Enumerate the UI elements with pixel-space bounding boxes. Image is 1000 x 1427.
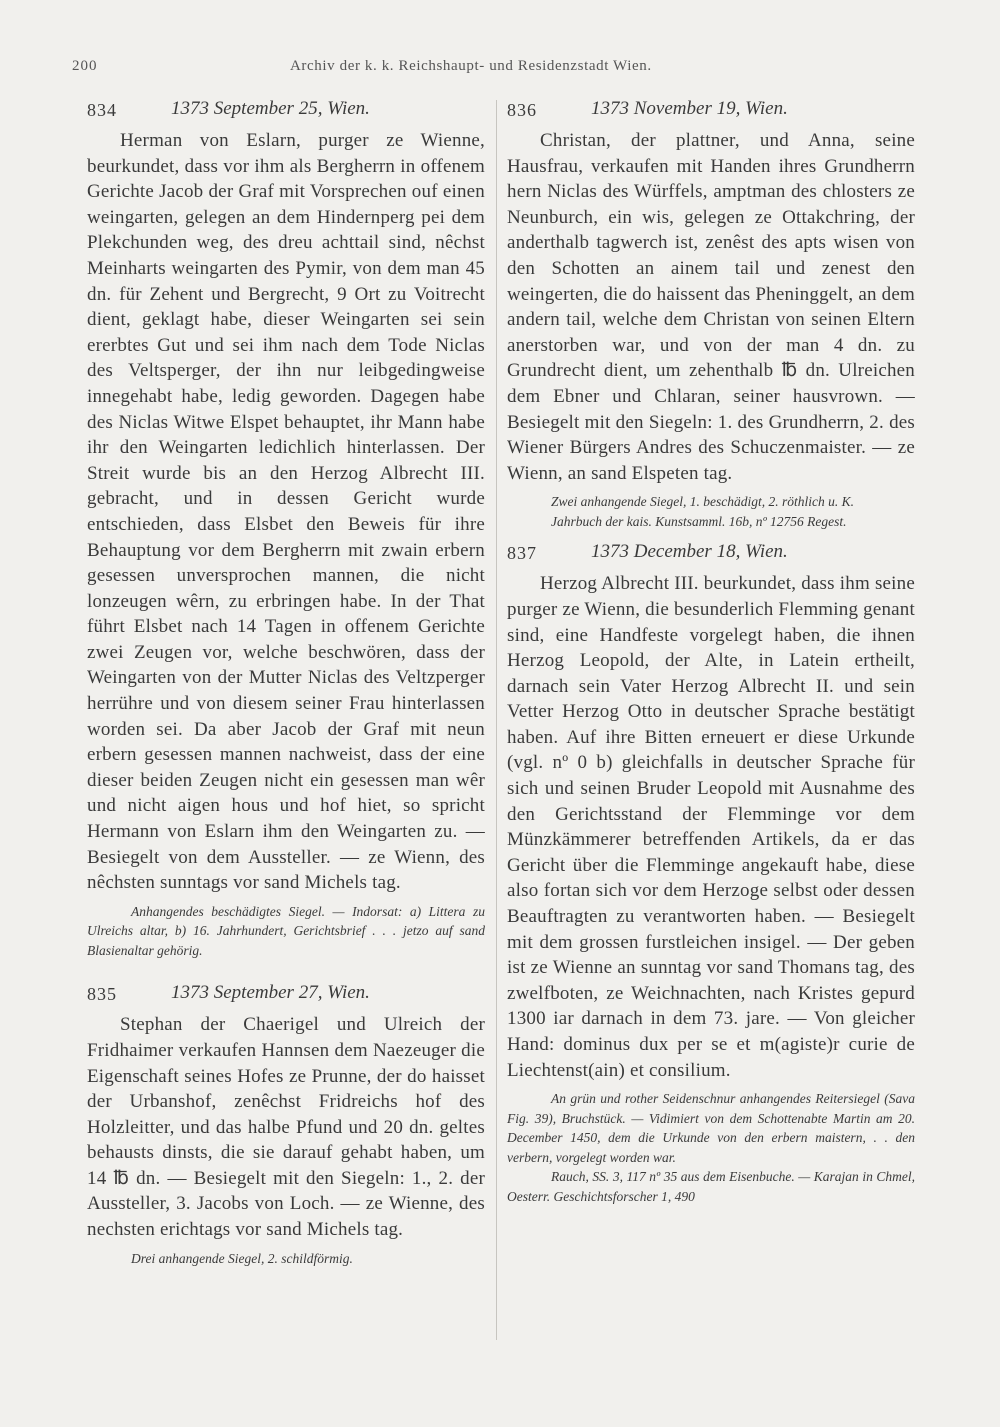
entry-note: Drei anhangende Siegel, 2. schildförmig.	[131, 1250, 353, 1266]
entry-note: An grün und rother Seidenschnur anhangendes Reitersiegel (Sava Fig. 39), Bruchstück. — Vidimiert von dem Schottenabte Martin am 20. December 1450, dem die Urkunde von den erbern maistern, . . den verbern, vorgelegt worden war.	[507, 1091, 915, 1165]
entry-heading	[507, 541, 915, 571]
page-number: 200	[72, 58, 98, 74]
entry-836	[507, 98, 915, 531]
entry-number: 834	[87, 100, 117, 120]
entry-note: Zwei anhangende Siegel, 1. beschädigt, 2. röthlich u. K.	[551, 494, 854, 510]
entry-837	[507, 541, 915, 1206]
entry-date: 1373 September 27, Wien.	[171, 982, 370, 1004]
entry-date: 1373 December 18, Wien.	[591, 541, 788, 563]
page-header	[0, 58, 1000, 82]
entry-spacer	[507, 531, 915, 541]
left-column	[87, 98, 485, 1268]
entry-note: Anhangendes beschädigtes Siegel. — Indorsat: a) Littera zu Ulreichs altar, b) 16. Jahrhundert, Gerichtsbrief . . . jetzo auf sand Blasienaltar gehörig.	[87, 903, 485, 958]
entry-heading	[87, 982, 485, 1012]
entry-date: 1373 November 19, Wien.	[591, 98, 788, 119]
entry-835	[87, 982, 485, 1268]
entry-reference: Rauch, SS. 3, 117 nº 35 aus dem Eisenbuche. — Karajan in Chmel, Oesterr. Geschichtsforscher 1, 490	[507, 1169, 915, 1204]
entry-heading	[87, 98, 485, 128]
entry-spacer	[87, 960, 485, 982]
right-column	[507, 98, 915, 1206]
entry-number: 836	[507, 100, 537, 120]
entry-heading	[507, 98, 915, 128]
entry-text: Herman von Eslarn, purger ze Wienne, beurkundet, dass vor ihm als Bergherrn in offenem Gerichte Jacob der Graf mit Vorsprechen ouf einen weingarten, gelegen an dem Hindernperg pei dem Plekchunden weg, des dreu achttail sind, nêchst Meinharts weingarten des Pymir, von dem man 45 dn. für Zehent und Bergrecht, 9 Ort zu Voitrecht dient, geklagt habe, dieser Weingarten sei sein ererbtes Gut und sei ihm nach dem Tode Niclas des Veltsperger, der ihn nur leibgedingweise innegehabt habe, ledig geworden. Dagegen habe des Niclas Witwe Elspet behauptet, ihr Mann habe ihr den Weingarten ledichlich hinterlassen. Der Streit wurde bis an den Herzog Albrecht III. gebracht, und in dessen Gericht wurde entschieden, dass Elsbet den Beweis für ihre Behauptung vor dem Bergherrn mit zwain erbern gesessen unversprochen mannen, die nicht lonzeugen wêrn, zu erbringen habe. In der That führt Elsbet nach 14 Tagen in offenem Gerichte zwei Zeugen vor, welche beschwören, dass der Weingarten von der Mutter Niclas des Veltzperger herrühre und von diesem seiner Frau hinterlassen worden sei. Da aber Jacob der Graf mit neun erbern gesessen mannen nachweist, dass der eine dieser beiden Zeugen nicht ein gesessen man wêr und nicht aigen hous und hof hiet, so spricht Hermann von Eslarn ihm den Weingarten zu. — Besiegelt von dem Aussteller. — ze Wienn, des nêchsten sunntags vor sand Michels tag.	[87, 130, 485, 894]
entry-text: Christan, der plattner, und Anna, seine Hausfrau, verkaufen mit Handen ihres Grundherrn hern Niclas des Würffels, amptman des chlosters ze Neunburch, ein wis, gelegen ze Ottakchring, der anderthalb tagwerch ist, zenêst des apts wisen von den Schotten an ainem tail und zenest den weingerten, die do haissent das Pheninggelt, an dem andern tail, welche dem Christan von seinen Eltern anerstorben war, und von der man 4 dn. zu Grundrecht dient, um zehenthalb ℔ dn. Ulreichen dem Ebner und Chlaran, seiner hausvrown. — Besiegelt mit den Siegeln: 1. des Grundherrn, 2. des Wiener Bürgers Andres des Schuczenmaister. — ze Wienn, an sand Elspeten tag.	[507, 130, 915, 484]
entry-text: Stephan der Chaerigel und Ulreich der Fridhaimer verkaufen Hannsen dem Naezeuger die Eigenschaft seines Hofes ze Prunne, der do haisset der Urbanshof, zenêchst Fridreichs hof des Holzleitter, und das halbe Pfund und 20 dn. geltes behausts dinsts, die sie darauf gehabt haben, um 14 ℔ dn. — Besiegelt mit den Siegeln: 1., 2. der Aussteller, 3. Jacobs von Loch. — ze Wienne, des nechsten erichtags vor sand Michels tag.	[87, 1014, 485, 1241]
entry-number: 837	[507, 543, 537, 564]
entry-number: 835	[87, 984, 117, 1005]
running-title: Archiv der k. k. Reichshaupt- und Residenzstadt Wien.	[290, 58, 652, 74]
entry-reference: Jahrbuch der kais. Kunstsamml. 16b, nº 12756 Regest.	[551, 513, 847, 529]
entry-text: Herzog Albrecht III. beurkundet, dass ihm seine purger ze Wienn, die besunderlich Flemming genant sind, eine Handfeste vorgelegt haben, die ihnen Herzog Leopold, der Alte, in Latein ertheilt, darnach sein Vater Herzog Albrecht II. und sein Vetter Herzog Otto in deutscher Sprache bestätigt haben. Auf ihre Bitten erneuert er diese Urkunde (vgl. nº 0 b) gleichfalls in deutscher Sprache für sich und seinen Bruder Leopold mit Ausnahme des den Gerichtsstand der Flemminge vor dem Münzkämmerer betreffenden Artikels, da er das Gericht über die Flemminge angekauft habe, diese also fortan sich vor dem Herzoge selbst oder dessen Beauftragten zu verantworten haben. — Besiegelt mit dem grossen furstleichen insigel. — Der geben ist ze Wienne an sunntag vor sand Thomans tag, des zwelfboten, ze Weichnachten, nach Kristes gepurd 1300 iar darnach in dem 73. jare. — Von gleicher Hand: dominus dux per se et m(agiste)r curie de Liechtenst(ain) et consilium.	[507, 573, 915, 1081]
column-divider	[496, 100, 497, 1340]
entry-date: 1373 September 25, Wien.	[171, 98, 370, 119]
entry-834	[87, 98, 485, 960]
